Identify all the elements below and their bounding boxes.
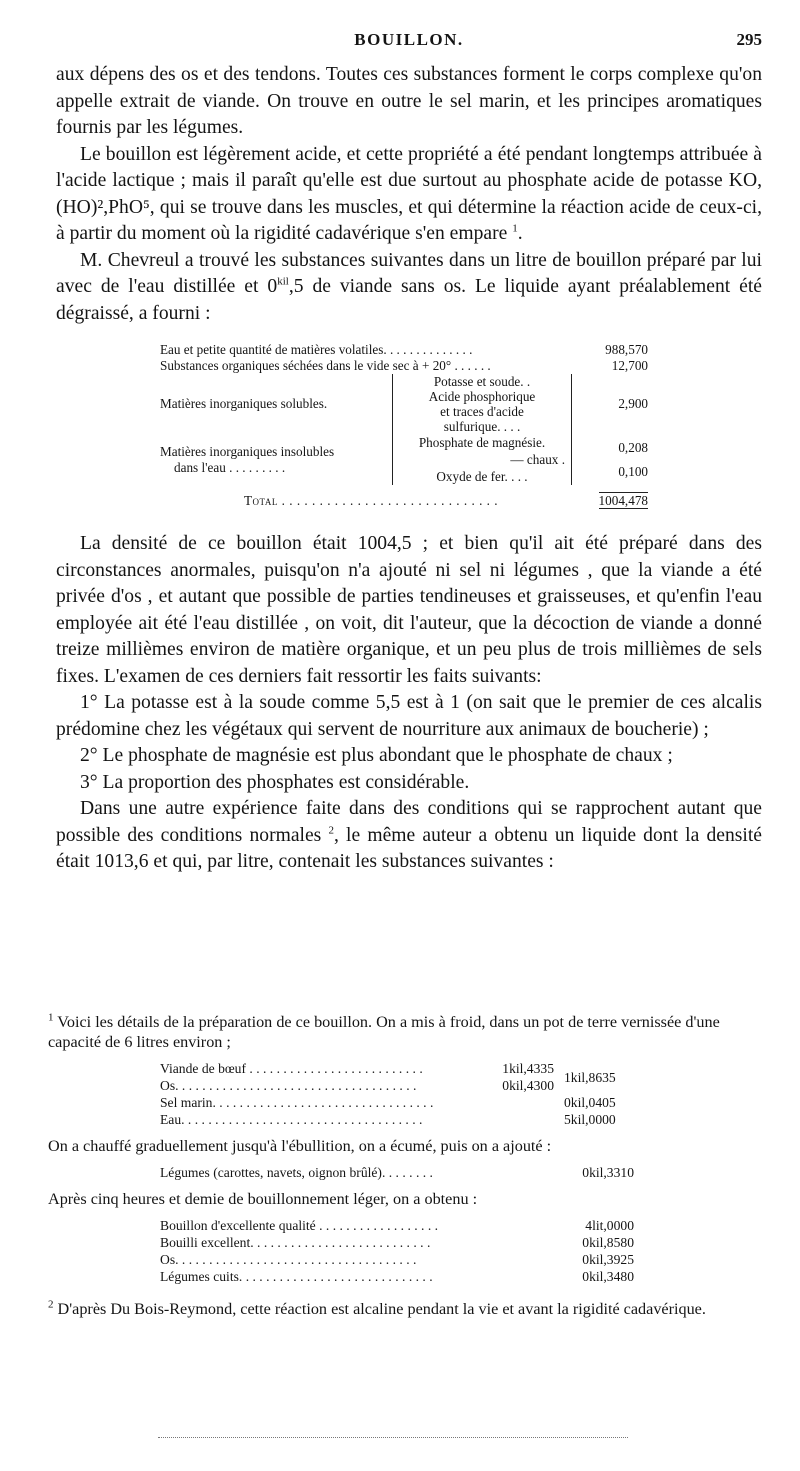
paragraph: La densité de ce bouillon était 1004,5 ; et bien qu'il ait été préparé dans des circonstances anormales, puisqu'on n'a ajouté ni sel ni légumes , que la viande a été privée d'os , et autant que possible de parties tendineuses et graisseuses, et qu'enfin l'eau employée ait été l'eau distillée , on voit, dit l'auteur, que la décoction de viande a donné treize millièmes environ de matière organique, et un peu plus de trois millièmes de sels fixes. L'examen de ces derniers fait ressortir les faits suivants: [56, 533, 762, 687]
table-row: Eau. . . . . . . . . . . . . . . . . . . . . . . . . . . . . . . . . . . . 5kil,0000 [160, 1112, 616, 1127]
footnote-2: $^2$ D'après Du Bois-Reymond, cette réaction est alcaline pendant la vie et avant la rigidité cadavérique. [48, 1298, 706, 1318]
paragraph: Dans une autre expérience faite dans des conditions qui se rapprochent autant que possible des conditions normales $^2$, le même auteur a obtenu un liquide dont la densité était 1013,6 et qui, par litre, contenait les substances suivantes : [56, 798, 762, 872]
table-row: Bouilli excellent. . . . . . . . . . . . . . . . . . . . . . . . . . . 0kil,8580 [160, 1235, 634, 1250]
total-row: Total . . . . . . . . . . . . . . . . . . . . . . . . . . . . . 1004,478 [244, 493, 648, 508]
running-title: BOUILLON. [354, 30, 464, 49]
results-table [160, 1217, 634, 1285]
table-row: Matières inorganiques solubles. Potasse et soude. . Acide phosphorique et traces d'acide sulfurique. . . . 2,900 [160, 374, 648, 434]
ingredients-table [160, 1060, 634, 1128]
table-row: Matières inorganiques insolubles dans l'eau . . . . . . . . . Phosphate de magnésie. — chaux . Oxyde de fer. . . . 0,208 0,100 [160, 435, 648, 484]
footnote-ref[interactable]: 1 [512, 222, 518, 235]
main-text [56, 62, 762, 876]
footnote-1: $^1$ Voici les détails de la préparation de ce bouillon. On a mis à froid, dans un pot de terre vernissée d'une capacité de 6 litres environ ; [48, 1011, 720, 1051]
table-row: Viande de bœuf . . . . . . . . . . . . . . . . . . . . . . . . . . 1kil,4335 1kil,8635 [160, 1061, 616, 1085]
table-row: Os. . . . . . . . . . . . . . . . . . . . . . . . . . . . . . . . . . . . 0kil,4300 [160, 1078, 554, 1093]
footnote-ref[interactable]: 2 [328, 823, 334, 836]
page-bottom-rule [158, 1437, 628, 1438]
footnote-line: Après cinq heures et demie de bouillonnement léger, on a obtenu : [48, 1190, 478, 1208]
table-row: Légumes cuits. . . . . . . . . . . . . . . . . . . . . . . . . . . . . 0kil,3480 [160, 1269, 634, 1284]
footnote-line: On a chauffé graduellement jusqu'à l'ébullition, on a écumé, puis on a ajouté : [48, 1137, 552, 1155]
list-item: 2° Le phosphate de magnésie est plus abondant que le phosphate de chaux ; [80, 745, 673, 766]
page-number: 295 [736, 30, 762, 49]
table-row: Légumes (carottes, navets, oignon brûlé). . . . . . . . 0kil,3310 [160, 1165, 634, 1180]
vegetables-table [160, 1164, 634, 1181]
footnotes [48, 1012, 762, 1319]
table-row: Sel marin. . . . . . . . . . . . . . . . . . . . . . . . . . . . . . . . . 0kil,0405 [160, 1095, 616, 1110]
table-row: Bouillon d'excellente qualité . . . . . . . . . . . . . . . . . . 4lit,0000 [160, 1218, 634, 1233]
composition-table [160, 342, 648, 509]
paragraph: aux dépens des os et des tendons. Toutes ces substances forment le corps complexe qu'on appelle extrait de viande. On trouve en outre le sel marin, et les principes aromatiques fournis par les légumes. [56, 64, 762, 138]
list-item: 3° La proportion des phosphates est considérable. [80, 771, 470, 793]
table-row: Substances organiques séchées dans le vide sec à + 20° . . . . . . 12,700 [160, 358, 648, 373]
list-item: 1° La potasse est à la soude comme 5,5 est à 1 (on sait que le premier de ces alcalis prédomine chez les végétaux qui servent de nourriture aux animaux de boucherie) ; [56, 692, 762, 740]
paragraph: M. Chevreul a trouvé les substances suivantes dans un litre de bouillon préparé par lui avec de l'eau distillée et $0^{kil},5$ de viande sans os. Le liquide ayant préalablement été dégraissé, a fourni : [56, 249, 763, 324]
table-row: Os. . . . . . . . . . . . . . . . . . . . . . . . . . . . . . . . . . . . 0kil,3925 [160, 1252, 634, 1267]
table-row: Eau et petite quantité de matières volatiles. . . . . . . . . . . . . . 988,570 [160, 342, 648, 357]
paragraph: Le bouillon est légèrement acide, et cette propriété a été pendant longtemps attribuée à l'acide lactique ; mais il paraît qu'elle est due surtout au phosphate acide de potasse KO,(HO)²,PhO⁵, qui se trouve dans les muscles, et qui détermine la réaction acide de ceux-ci, à partir du moment où la rigidité cadavérique s'en empare $^1$. [56, 143, 762, 244]
running-header [56, 30, 762, 56]
